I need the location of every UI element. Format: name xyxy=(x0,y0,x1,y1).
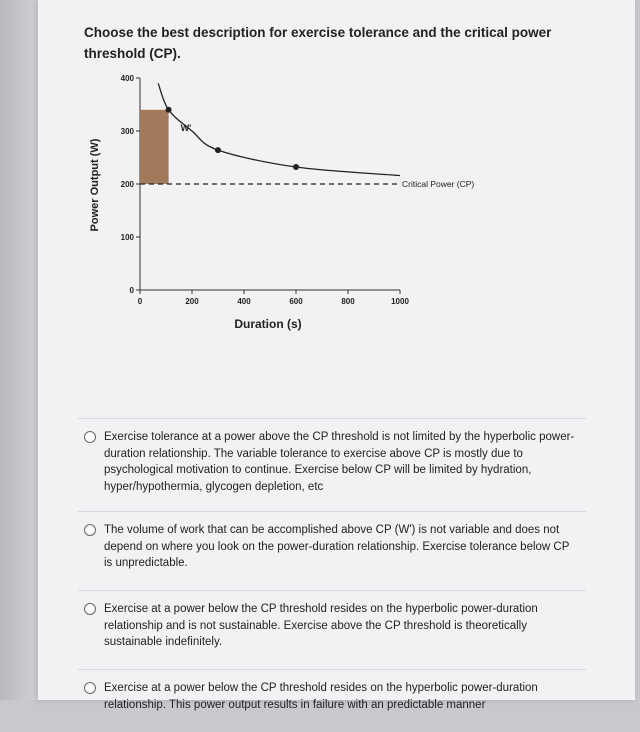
answer-option-2[interactable] xyxy=(78,511,586,590)
x-axis-label: Duration (s) xyxy=(234,317,302,331)
y-tick-label: 0 xyxy=(129,286,134,295)
y-tick-label: 400 xyxy=(120,74,134,83)
power-duration-curve xyxy=(158,83,400,175)
x-tick-label: 0 xyxy=(137,297,143,306)
y-tick-label: 300 xyxy=(120,127,134,136)
curve-data-point xyxy=(293,164,299,170)
y-tick-label: 100 xyxy=(120,233,134,242)
y-axis-label: Power Output (W) xyxy=(89,138,101,232)
answer-options xyxy=(78,418,586,732)
power-duration-chart xyxy=(78,70,518,340)
wprime-label: W' xyxy=(180,123,192,133)
x-tick-label: 1000 xyxy=(391,297,409,306)
option-2-text: The volume of work that can be accomplished above CP (W') is not variable and does not depend on where you look on the power-duration relationship. Exercise tolerance below CP is unpredictable. xyxy=(104,524,570,569)
curve-data-point xyxy=(215,147,221,153)
radio-button-1[interactable] xyxy=(84,431,96,443)
left-screen-edge xyxy=(0,0,38,700)
x-tick-label: 200 xyxy=(185,297,199,306)
option-1-text: Exercise tolerance at a power above the CP threshold is not limited by the hyperbolic power-duration relationship. The variable tolerance to exercise above CP is mostly due to psychological motivation to continue. Exercise below CP will be limited by hydration, hyper/hypothermia, glycogen depletion, etc xyxy=(104,431,575,493)
answer-option-3[interactable] xyxy=(78,590,586,669)
radio-button-3[interactable] xyxy=(84,603,96,615)
radio-button-2[interactable] xyxy=(84,524,96,536)
x-tick-label: 800 xyxy=(341,297,355,306)
cp-label: Critical Power (CP) xyxy=(402,179,475,189)
radio-button-4[interactable] xyxy=(84,682,96,694)
wprime-area xyxy=(140,110,169,184)
option-3-text: Exercise at a power below the CP threshold resides on the hyperbolic power-duration relationship and is not sustainable. Exercise above the CP threshold is theoretically sustainable indefinitely. xyxy=(104,603,538,648)
option-4-text: Exercise at a power below the CP threshold resides on the hyperbolic power-duration relationship. This power output results in failure with an predictable manner xyxy=(104,682,538,711)
y-tick-label: 200 xyxy=(120,180,134,189)
question-text: Choose the best description for exercise tolerance and the critical power threshold (CP). xyxy=(84,25,552,61)
answer-option-1[interactable] xyxy=(78,418,586,511)
curve-data-point xyxy=(166,107,172,113)
x-tick-label: 400 xyxy=(237,297,251,306)
answer-option-4[interactable] xyxy=(78,669,586,732)
x-tick-label: 600 xyxy=(289,297,303,306)
